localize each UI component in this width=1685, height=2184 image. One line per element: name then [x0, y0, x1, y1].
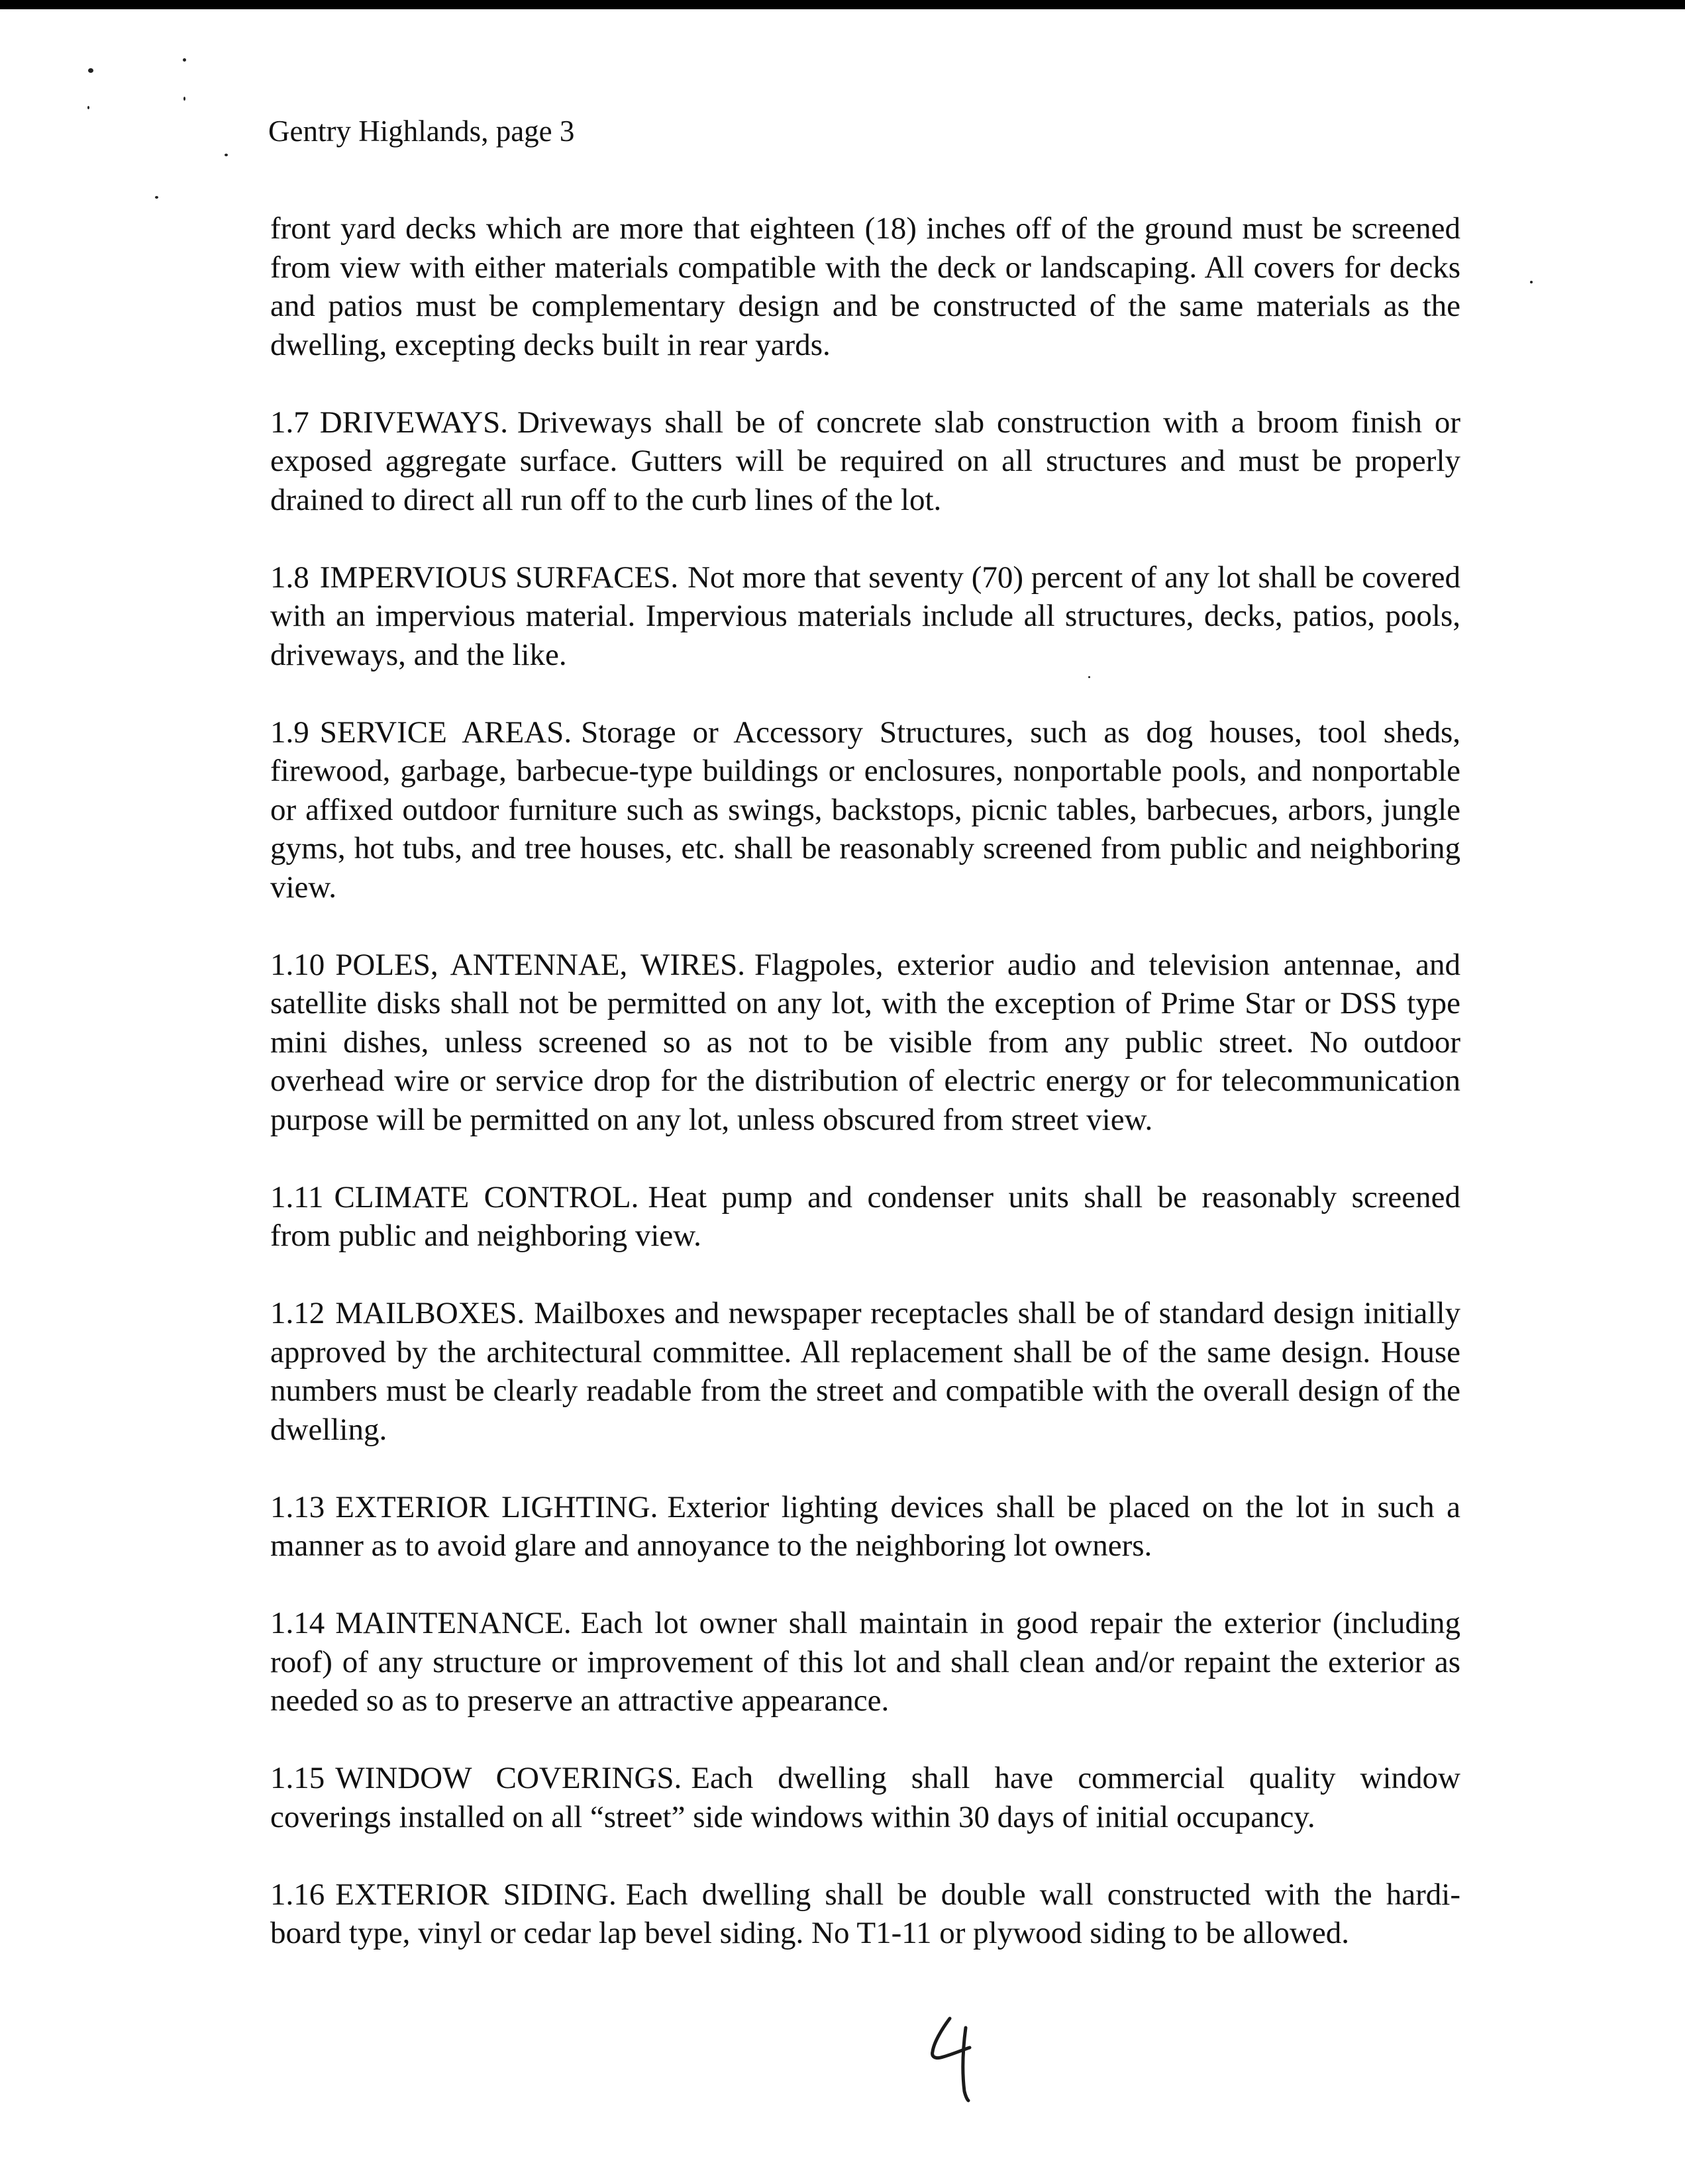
section-paragraph	[270, 558, 1460, 675]
section-number: 1.15	[270, 1761, 325, 1795]
section-text: Each dwelling shall have commercial quality window coverings installed on all “street” side windows within 30 days of initial occupancy.	[270, 1761, 1460, 1834]
section-number: 1.8	[270, 560, 309, 595]
section-text: Heat pump and condenser units shall be reasonably screened from public and neighboring view.	[270, 1179, 1460, 1253]
section-title: IMPERVIOUS SURFACES.	[319, 560, 679, 595]
section-text: Storage or Accessory Structures, such as dog houses, tool sheds, firewood, garbage, barbecue-type buildings or enclosures, nonportable pools, and nonportable or affixed outdoor furniture such as swings, backstops, picnic tables, barbecues, arbors, jungle gyms, hot tubs, and tree houses, etc. shall be reasonably screened from public and neighboring view.	[270, 715, 1461, 905]
section-paragraph	[270, 1604, 1460, 1720]
section-title: MAINTENANCE.	[335, 1606, 572, 1640]
section-title: SERVICE AREAS.	[319, 715, 572, 750]
section-title: EXTERIOR SIDING.	[335, 1877, 617, 1912]
section-number: 1.14	[270, 1606, 325, 1640]
section-title: DRIVEWAYS.	[319, 405, 508, 440]
section-text: Driveways shall be of concrete slab construction with a broom finish or exposed aggregate surface. Gutters will be required on all structures and must be properly drained to direct all run off to the curb lines of the lot.	[270, 405, 1460, 517]
scan-top-border	[0, 0, 1685, 9]
section-paragraph	[270, 1488, 1460, 1565]
scan-speck	[225, 154, 228, 156]
handwritten-page-number	[927, 2013, 987, 2106]
intro-paragraph: front yard decks which are more that eighteen (18) inches off of the ground must be screened from view with either materials compatible with the deck or landscaping. All covers for decks and patios must be complementary design and be constructed of the same materials as the dwelling, excepting decks built in rear yards.	[270, 211, 1460, 362]
section-paragraph	[270, 1875, 1460, 1953]
section-text: Flagpoles, exterior audio and television antennae, and satellite disks shall not be permitted on any lot, with the exception of Prime Star or DSS type mini dishes, unless screened so as not to be visible from any public street. No outdoor overhead wire or service drop for the distribution of electric energy or for telecommunication purpose will be permitted on any lot, unless obscured from street view.	[270, 947, 1460, 1137]
section-title: CLIMATE CONTROL.	[334, 1179, 639, 1215]
scan-speck	[183, 58, 186, 62]
section-number: 1.11	[270, 1179, 324, 1215]
section-text: Not more that seventy (70) percent of any lot shall be covered with an impervious material. Impervious materials include all structures, decks, patios, pools, driveways, and the like.	[270, 560, 1460, 672]
document-body	[270, 209, 1460, 1991]
section-number: 1.16	[270, 1877, 325, 1912]
section-paragraph	[270, 946, 1460, 1140]
scan-speck	[1530, 281, 1533, 283]
section-paragraph	[270, 1178, 1460, 1256]
section-paragraph	[270, 1294, 1460, 1449]
scan-speck	[88, 68, 93, 73]
scan-speck	[155, 196, 158, 199]
section-text: Each lot owner shall maintain in good repair the exterior (including roof) of any structure or improvement of this lot and shall clean and/or repaint the exterior as needed so as to preserve an attractive appearance.	[270, 1606, 1460, 1718]
section-number: 1.13	[270, 1489, 325, 1524]
section-text: Each dwelling shall be double wall constructed with the hardi-board type, vinyl or cedar lap bevel siding. No T1-11 or plywood siding to be allowed.	[270, 1877, 1460, 1950]
section-title: WINDOW COVERINGS.	[335, 1761, 682, 1795]
section-number: 1.10	[270, 947, 325, 982]
section-text: Exterior lighting devices shall be placed on the lot in such a manner as to avoid glare and annoyance to the neighboring lot owners.	[270, 1489, 1460, 1563]
section-number: 1.7	[270, 405, 309, 440]
section-number: 1.9	[270, 715, 309, 750]
page-header: Gentry Highlands, page 3	[268, 115, 575, 148]
section-paragraph	[270, 713, 1460, 907]
section-number: 1.12	[270, 1296, 325, 1330]
scan-speck	[87, 106, 89, 109]
scan-speck	[183, 97, 185, 101]
section-title: MAILBOXES.	[335, 1296, 525, 1330]
section-text: Mailboxes and newspaper receptacles shall be of standard design initially approved by the architectural committee. All replacement shall be of the same design. House numbers must be clearly readable from the street and compatible with the overall design of the dwelling.	[270, 1296, 1460, 1447]
section-title: EXTERIOR LIGHTING.	[335, 1489, 658, 1524]
section-paragraph	[270, 403, 1460, 520]
section-paragraph	[270, 1759, 1460, 1836]
section-title: POLES, ANTENNAE, WIRES.	[335, 947, 745, 982]
